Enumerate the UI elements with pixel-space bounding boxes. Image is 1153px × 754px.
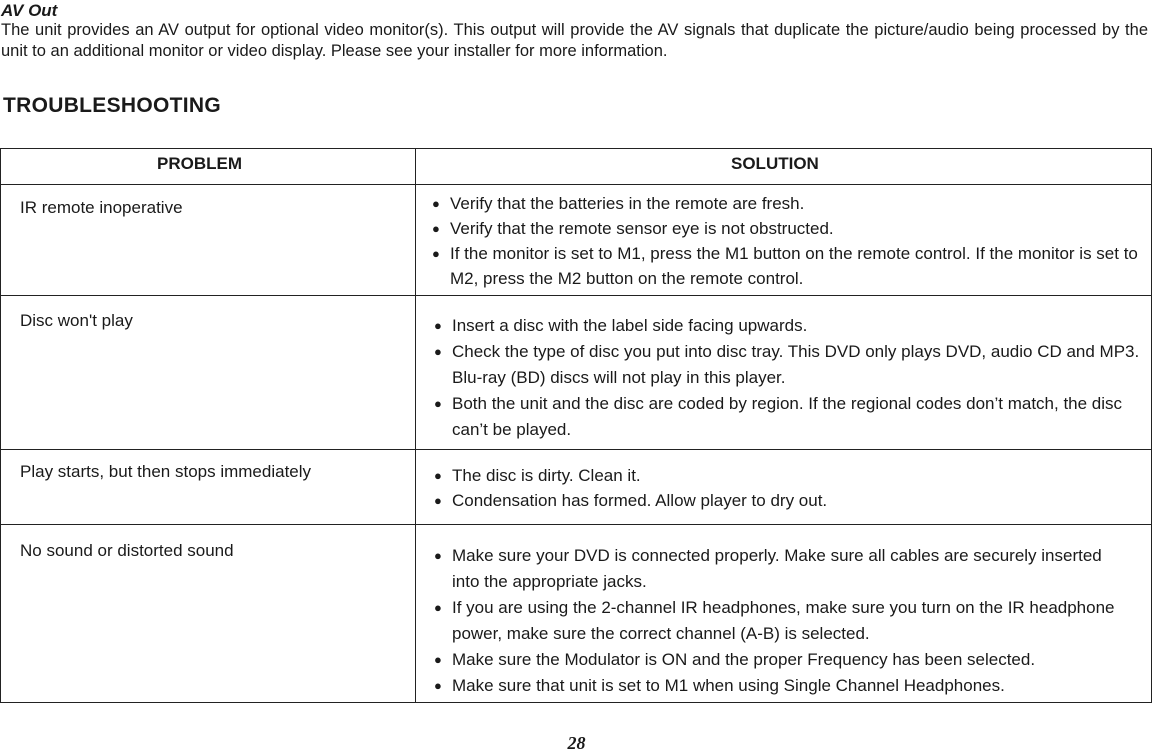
header-divider — [1, 184, 1151, 185]
page-number: 28 — [567, 733, 586, 753]
troubleshooting-table — [0, 148, 1152, 703]
solution-text: If you are using the 2-channel IR headphones, make sure you turn on the IR headphone power, make sure the correct channel (A-B) is selected. — [452, 598, 1115, 643]
bullet-icon: ● — [434, 396, 442, 411]
list-item — [434, 488, 1153, 513]
av-out-title: AV Out — [1, 1, 58, 20]
list-item — [434, 463, 1153, 488]
column-divider — [415, 149, 416, 702]
bullet-icon: ● — [432, 196, 440, 211]
solution-text: Both the unit and the disc are coded by region. If the regional codes don’t match, the disc can’t be played. — [452, 394, 1123, 439]
list-item — [434, 313, 1153, 339]
bullet-icon: ● — [434, 600, 442, 615]
solution-text: Verify that the batteries in the remote are fresh. — [450, 194, 805, 213]
list-item — [434, 339, 1153, 391]
list-item — [432, 216, 1153, 241]
problem-disc-wont-play: Disc won't play — [20, 311, 133, 330]
list-item — [432, 191, 1153, 216]
bullet-icon: ● — [434, 344, 442, 359]
list-item — [434, 647, 1124, 673]
solution-text: Make sure your DVD is connected properly. Make sure all cables are securely inserted into the appropriate jacks. — [452, 546, 1102, 591]
solution-text: If the monitor is set to M1, press the M1 button on the remote control. If the monitor is set to M2, press the M2 button on the remote control. — [450, 244, 1138, 288]
bullet-icon: ● — [432, 221, 440, 236]
list-item — [434, 543, 1124, 595]
solution-text: Check the type of disc you put into disc tray. This DVD only plays DVD, audio CD and MP3. Blu-ray (BD) discs will not play in this player. — [452, 342, 1140, 387]
bullet-icon: ● — [432, 246, 440, 261]
list-item — [434, 673, 1124, 699]
row-divider — [1, 295, 1151, 296]
av-out-description: The unit provides an AV output for optional video monitor(s). This output will provide the AV signals that duplicate the picture/audio being processed by the unit to an additional monitor or video display. Please see your installer for more information. — [1, 21, 1148, 60]
row-divider — [1, 524, 1151, 525]
problem-play-stops: Play starts, but then stops immediately — [20, 462, 312, 481]
problem-ir-remote: IR remote inoperative — [20, 198, 183, 217]
list-item — [434, 595, 1124, 647]
bullet-icon: ● — [434, 318, 442, 333]
solution-text: Make sure the Modulator is ON and the proper Frequency has been selected. — [452, 650, 1036, 669]
bullet-icon: ● — [434, 652, 442, 667]
bullet-icon: ● — [434, 678, 442, 693]
solution-text: Insert a disc with the label side facing upwards. — [452, 316, 808, 335]
problem-no-sound: No sound or distorted sound — [20, 541, 234, 560]
solution-column-header: SOLUTION — [731, 154, 819, 173]
solution-list — [432, 191, 1153, 291]
solution-list — [434, 543, 1124, 699]
troubleshooting-heading: TROUBLESHOOTING — [3, 94, 221, 117]
solution-text: Condensation has formed. Allow player to dry out. — [452, 491, 828, 510]
bullet-icon: ● — [434, 548, 442, 563]
solution-list — [434, 463, 1153, 513]
solution-text: Make sure that unit is set to M1 when using Single Channel Headphones. — [452, 676, 1005, 695]
bullet-icon: ● — [434, 468, 442, 483]
bullet-icon: ● — [434, 493, 442, 508]
problem-column-header: PROBLEM — [157, 154, 242, 173]
solution-text: The disc is dirty. Clean it. — [452, 466, 641, 485]
list-item — [434, 391, 1153, 443]
list-item — [432, 241, 1153, 291]
row-divider — [1, 449, 1151, 450]
solution-text: Verify that the remote sensor eye is not obstructed. — [450, 219, 834, 238]
solution-list — [434, 313, 1153, 443]
